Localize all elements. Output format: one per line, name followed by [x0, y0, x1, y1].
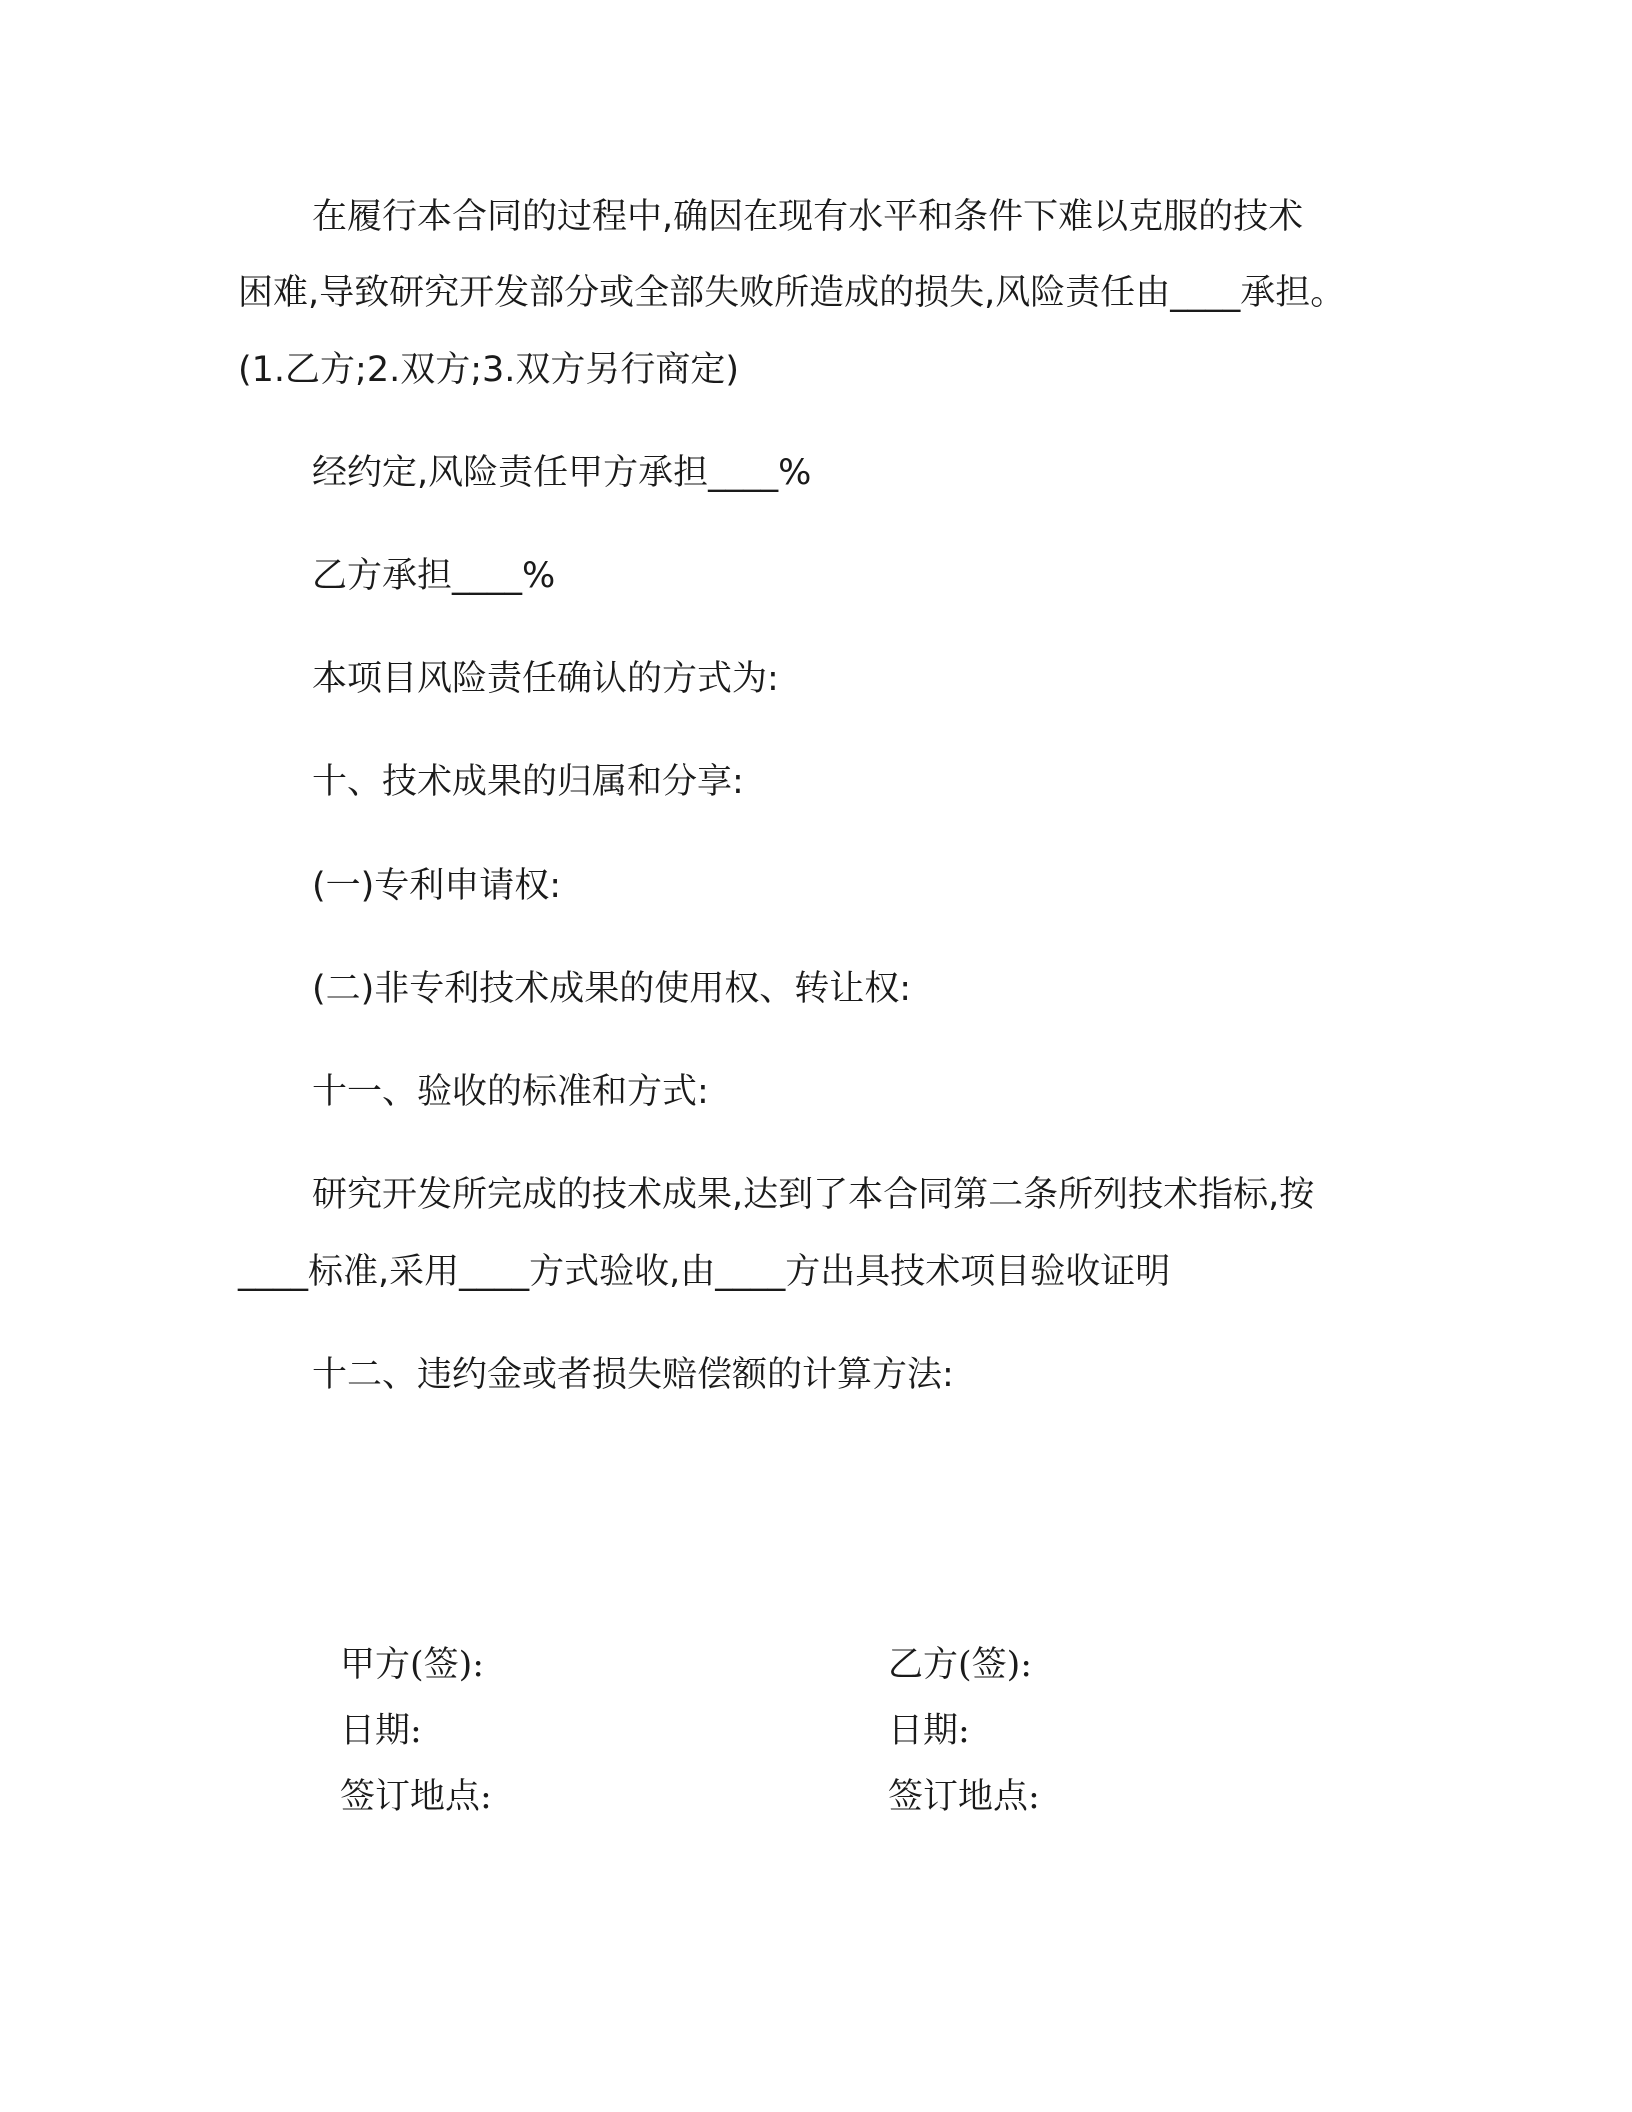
- section-11-line-2: ____标准,采用____方式验收,由____方出具技术项目验收证明: [238, 1252, 1171, 1292]
- section-11-heading: 十一、验收的标准和方式:: [312, 1072, 709, 1112]
- section-10-item-patent: (一)专利申请权:: [312, 866, 562, 906]
- paragraph-party-b-share: 乙方承担____%: [312, 556, 556, 596]
- paragraph-risk-confirmation: 本项目风险责任确认的方式为:: [312, 659, 779, 699]
- section-11-line-1: 研究开发所完成的技术成果,达到了本合同第二条所列技术指标,按: [312, 1175, 1315, 1215]
- section-12-heading: 十二、违约金或者损失赔偿额的计算方法:: [312, 1355, 954, 1395]
- paragraph-risk-line-2: 困难,导致研究开发部分或全部失败所造成的损失,风险责任由____承担。: [238, 273, 1346, 313]
- paragraph-risk-options: (1.乙方;2.双方;3.双方另行商定): [238, 350, 740, 390]
- paragraph-risk-line-1: 在履行本合同的过程中,确因在现有水平和条件下难以克服的技术: [312, 197, 1304, 237]
- party-b-date-label: 日期:: [888, 1711, 970, 1751]
- party-a-signature-label: 甲方(签):: [340, 1645, 485, 1685]
- paragraph-party-a-share: 经约定,风险责任甲方承担____%: [312, 453, 812, 493]
- party-a-date-label: 日期:: [340, 1711, 422, 1751]
- party-b-signature-label: 乙方(签):: [888, 1645, 1033, 1685]
- party-a-place-label: 签订地点:: [340, 1777, 492, 1817]
- section-10-heading: 十、技术成果的归属和分享:: [312, 762, 744, 802]
- section-10-item-nonpatent: (二)非专利技术成果的使用权、转让权:: [312, 969, 912, 1009]
- party-b-place-label: 签订地点:: [888, 1777, 1040, 1817]
